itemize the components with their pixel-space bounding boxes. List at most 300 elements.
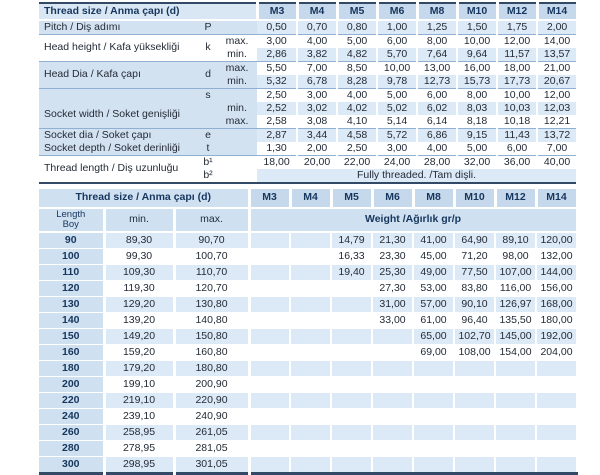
length-cell: 150 (39, 329, 104, 345)
weight-cell (495, 393, 536, 409)
weight-cell (372, 345, 413, 361)
value-cell: 1,30 (257, 142, 297, 156)
value-cell: 32,00 (457, 156, 497, 170)
weight-cell (331, 281, 372, 297)
weight-cell (495, 441, 536, 457)
weight-cell (495, 457, 536, 474)
weight-cell (454, 409, 495, 425)
symbol: d (199, 62, 217, 89)
weight-cell: 77,50 (454, 265, 495, 281)
weight-cell (495, 361, 536, 377)
weight-cell: 21,30 (372, 232, 413, 249)
symbol: t (199, 142, 217, 156)
value-cell: 13,57 (537, 48, 577, 62)
min-cell: 109,30 (104, 265, 174, 281)
col-header-m10: M10 (454, 189, 495, 208)
weight-cell (454, 425, 495, 441)
value-cell: 8,28 (337, 75, 377, 89)
weight-row (39, 377, 577, 393)
min-cell: 199,10 (104, 377, 174, 393)
weight-row (39, 361, 577, 377)
min-cell: 149,20 (104, 329, 174, 345)
weight-row (39, 265, 577, 281)
weight-cell (290, 345, 331, 361)
value-cell: 2,86 (257, 48, 297, 62)
weight-cell (290, 441, 331, 457)
value-cell: 5,70 (377, 48, 417, 62)
weight-row (39, 425, 577, 441)
minmax-tag (217, 142, 257, 156)
weight-table-title: Thread size / Anma çapı (d) (39, 189, 249, 208)
value-cell: 40,00 (537, 156, 577, 170)
col-header-m8: M8 (417, 3, 457, 20)
row-label: Head height / Kafa yüksekliği (39, 35, 199, 62)
max-cell: 110,70 (174, 265, 249, 281)
weight-cell: 144,00 (536, 265, 577, 281)
value-cell: 18,00 (257, 156, 297, 170)
weight-cell: 23,30 (372, 249, 413, 265)
value-cell: 2,50 (337, 142, 377, 156)
value-cell: 13,72 (537, 129, 577, 143)
minmax-tag: min. (217, 102, 257, 115)
value-cell: 5,14 (377, 115, 417, 129)
weight-cell (495, 377, 536, 393)
min-cell: 159,20 (104, 345, 174, 361)
weight-row (39, 313, 577, 329)
weight-cell (536, 377, 577, 393)
weight-cell: 102,70 (454, 329, 495, 345)
minmax-tag: min. (217, 48, 257, 62)
value-cell: 8,00 (417, 35, 457, 49)
weight-cell (290, 361, 331, 377)
weight-cell (331, 377, 372, 393)
min-cell: 89,30 (104, 232, 174, 249)
weight-cell (290, 329, 331, 345)
length-cell: 100 (39, 249, 104, 265)
length-cell: 160 (39, 345, 104, 361)
value-cell: 6,02 (417, 102, 457, 115)
weight-cell (249, 232, 290, 249)
weight-cell: 180,00 (536, 313, 577, 329)
weight-cell (331, 313, 372, 329)
value-cell: 10,00 (497, 89, 537, 103)
value-cell: 6,86 (417, 129, 457, 143)
max-cell: 220,90 (174, 393, 249, 409)
value-cell: 12,00 (537, 89, 577, 103)
length-cell: 110 (39, 265, 104, 281)
value-cell: 3,00 (377, 142, 417, 156)
value-cell: 1,75 (497, 20, 537, 35)
weight-cell: 145,00 (495, 329, 536, 345)
value-cell: 10,03 (497, 102, 537, 115)
value-cell: 24,00 (377, 156, 417, 170)
weight-cell (331, 425, 372, 441)
minmax-tag: max. (217, 115, 257, 129)
spec-row (39, 62, 577, 76)
symbol: b¹ (199, 156, 217, 170)
length-cell: 130 (39, 297, 104, 313)
row-label: Socket dia / Soket çapı (39, 129, 199, 143)
weight-cell: 96,40 (454, 313, 495, 329)
value-cell: 2,52 (257, 102, 297, 115)
weight-cell: 107,00 (495, 265, 536, 281)
weight-cell: 132,00 (536, 249, 577, 265)
value-cell: 11,57 (497, 48, 537, 62)
value-cell: 0,80 (337, 20, 377, 35)
length-cell: 280 (39, 441, 104, 457)
symbol: k (199, 35, 217, 62)
value-cell: 12,21 (537, 115, 577, 129)
weight-cell: 27,30 (372, 281, 413, 297)
minmax-tag: min. (217, 75, 257, 89)
weight-cell (290, 425, 331, 441)
value-cell: 5,72 (377, 129, 417, 143)
value-cell: 15,73 (457, 75, 497, 89)
min-cell: 298,95 (104, 457, 174, 474)
row-label: Thread length / Diş uzunluğu (39, 156, 199, 184)
fully-threaded-note: Fully threaded. /Tam dişli. (257, 169, 577, 183)
weight-row (39, 297, 577, 313)
weight-cell (249, 409, 290, 425)
value-cell: 2,87 (257, 129, 297, 143)
min-cell: 219,10 (104, 393, 174, 409)
weight-table-body (39, 189, 577, 474)
weight-cell (249, 345, 290, 361)
weight-row (39, 329, 577, 345)
weight-cell (536, 441, 577, 457)
weight-cell (372, 425, 413, 441)
value-cell: 10,18 (497, 115, 537, 129)
weight-cell: 69,00 (413, 345, 454, 361)
value-cell: 4,00 (297, 35, 337, 49)
value-cell: 5,32 (257, 75, 297, 89)
value-cell: 7,00 (537, 142, 577, 156)
weight-cell (454, 393, 495, 409)
length-cell: 300 (39, 457, 104, 474)
value-cell: 5,00 (377, 89, 417, 103)
weight-cell: 41,00 (413, 232, 454, 249)
min-header: min. (104, 208, 174, 232)
weight-row (39, 393, 577, 409)
length-cell: 90 (39, 232, 104, 249)
weight-cell: 154,00 (495, 345, 536, 361)
weight-cell: 57,00 (413, 297, 454, 313)
weight-cell (536, 409, 577, 425)
max-cell: 150,80 (174, 329, 249, 345)
value-cell: 28,00 (417, 156, 457, 170)
weight-cell: 14,79 (331, 232, 372, 249)
weight-cell: 83,80 (454, 281, 495, 297)
value-cell: 3,02 (297, 102, 337, 115)
value-cell: 4,82 (337, 48, 377, 62)
weight-cell (454, 377, 495, 393)
weight-cell (290, 409, 331, 425)
value-cell: 12,00 (497, 35, 537, 49)
weight-cell (372, 393, 413, 409)
weight-cell (372, 361, 413, 377)
weight-row (39, 232, 577, 249)
value-cell: 2,00 (537, 20, 577, 35)
value-cell: 12,03 (537, 102, 577, 115)
symbol: b² (199, 169, 217, 183)
weight-cell (290, 393, 331, 409)
value-cell: 20,67 (537, 75, 577, 89)
weight-cell (413, 377, 454, 393)
weight-cell (290, 265, 331, 281)
min-cell: 278,95 (104, 441, 174, 457)
value-cell: 6,78 (297, 75, 337, 89)
row-label: Pitch / Diş adımı (39, 20, 199, 35)
max-cell: 261,05 (174, 425, 249, 441)
max-cell: 140,80 (174, 313, 249, 329)
max-header: max. (174, 208, 249, 232)
value-cell: 3,00 (257, 35, 297, 49)
value-cell: 2,58 (257, 115, 297, 129)
length-cell: 140 (39, 313, 104, 329)
max-cell: 281,05 (174, 441, 249, 457)
value-cell: 3,00 (297, 89, 337, 103)
col-header-m5: M5 (337, 3, 377, 20)
spec-row (39, 156, 577, 170)
weight-cell: 90,10 (454, 297, 495, 313)
value-cell: 16,00 (457, 62, 497, 76)
weight-cell: 25,30 (372, 265, 413, 281)
value-cell: 21,00 (537, 62, 577, 76)
weight-cell: 156,00 (536, 281, 577, 297)
max-cell: 90,70 (174, 232, 249, 249)
weight-cell (290, 457, 331, 474)
length-header: Length Boy (39, 208, 104, 232)
symbol: s (199, 89, 217, 103)
value-cell: 5,50 (257, 62, 297, 76)
weight-cell (331, 329, 372, 345)
weight-header: Weight /Ağırlık gr/p (249, 208, 577, 232)
value-cell: 8,00 (457, 89, 497, 103)
col-header-m14: M14 (536, 189, 577, 208)
weight-cell (372, 457, 413, 474)
value-cell: 5,02 (377, 102, 417, 115)
max-cell: 240,90 (174, 409, 249, 425)
length-cell: 180 (39, 361, 104, 377)
weight-cell: 19,40 (331, 265, 372, 281)
weight-cell (249, 297, 290, 313)
weight-cell (536, 361, 577, 377)
weight-cell: 89,10 (495, 232, 536, 249)
weight-cell (454, 361, 495, 377)
weight-cell (249, 457, 290, 474)
weight-cell (331, 345, 372, 361)
max-cell: 120,70 (174, 281, 249, 297)
min-cell: 239,10 (104, 409, 174, 425)
col-header-m3: M3 (249, 189, 290, 208)
spec-row (39, 89, 577, 103)
weight-cell: 98,00 (495, 249, 536, 265)
weight-cell (290, 313, 331, 329)
weight-cell (536, 425, 577, 441)
value-cell: 6,00 (417, 89, 457, 103)
dimensions-table-body (39, 3, 577, 183)
minmax-tag: max. (217, 62, 257, 76)
minmax-tag (217, 169, 257, 183)
value-cell: 2,50 (257, 89, 297, 103)
value-cell: 4,58 (337, 129, 377, 143)
weight-cell (372, 329, 413, 345)
weight-cell (331, 361, 372, 377)
min-cell: 119,30 (104, 281, 174, 297)
weight-cell: 116,00 (495, 281, 536, 297)
weight-row (39, 281, 577, 297)
weight-cell (249, 425, 290, 441)
minmax-tag (217, 89, 257, 103)
value-cell: 9,15 (457, 129, 497, 143)
weight-cell (249, 249, 290, 265)
length-cell: 120 (39, 281, 104, 297)
weight-cell (372, 377, 413, 393)
col-header-m8: M8 (413, 189, 454, 208)
col-header-m6: M6 (377, 3, 417, 20)
max-cell: 160,80 (174, 345, 249, 361)
spec-row (39, 102, 577, 115)
row-label: Head Dia / Kafa çapı (39, 62, 199, 89)
spec-row (39, 129, 577, 143)
weight-cell: 16,33 (331, 249, 372, 265)
weight-cell (249, 313, 290, 329)
value-cell: 4,00 (337, 89, 377, 103)
weight-cell (249, 361, 290, 377)
value-cell: 11,43 (497, 129, 537, 143)
value-cell: 6,14 (417, 115, 457, 129)
value-cell: 5,00 (337, 35, 377, 49)
value-cell: 1,25 (417, 20, 457, 35)
col-header-m6: M6 (372, 189, 413, 208)
weight-cell (372, 409, 413, 425)
col-header-m12: M12 (495, 189, 536, 208)
weight-cell (331, 393, 372, 409)
value-cell: 13,00 (417, 62, 457, 76)
weight-cell (290, 232, 331, 249)
dimensions-table (39, 2, 579, 184)
value-cell: 3,82 (297, 48, 337, 62)
weight-table (39, 189, 579, 475)
weight-cell (331, 441, 372, 457)
max-cell: 301,05 (174, 457, 249, 474)
weight-cell: 204,00 (536, 345, 577, 361)
weight-cell (249, 377, 290, 393)
min-cell: 179,20 (104, 361, 174, 377)
weight-cell: 108,00 (454, 345, 495, 361)
weight-row (39, 249, 577, 265)
weight-cell (413, 361, 454, 377)
weight-cell: 192,00 (536, 329, 577, 345)
weight-cell: 168,00 (536, 297, 577, 313)
col-header-m12: M12 (497, 3, 537, 20)
weight-cell: 65,00 (413, 329, 454, 345)
weight-cell (249, 329, 290, 345)
length-cell: 240 (39, 409, 104, 425)
value-cell: 10,00 (377, 62, 417, 76)
value-cell: 7,64 (417, 48, 457, 62)
weight-cell (290, 281, 331, 297)
row-label: Socket width / Soket genişliği (39, 102, 199, 129)
weight-row (39, 457, 577, 474)
weight-cell: 33,00 (372, 313, 413, 329)
minmax-tag (217, 20, 257, 35)
weight-cell (331, 409, 372, 425)
minmax-tag (217, 156, 257, 170)
weight-cell (413, 457, 454, 474)
weight-cell: 71,20 (454, 249, 495, 265)
row-label: Socket depth / Soket derinliği (39, 142, 199, 156)
value-cell: 3,08 (297, 115, 337, 129)
minmax-tag: max. (217, 35, 257, 49)
col-header-m4: M4 (297, 3, 337, 20)
weight-cell (249, 441, 290, 457)
value-cell: 22,00 (337, 156, 377, 170)
value-cell: 8,03 (457, 102, 497, 115)
weight-cell (495, 409, 536, 425)
length-cell: 260 (39, 425, 104, 441)
weight-cell: 61,00 (413, 313, 454, 329)
col-header-m10: M10 (457, 3, 497, 20)
value-cell: 2,00 (297, 142, 337, 156)
value-cell: 20,00 (297, 156, 337, 170)
weight-cell (331, 297, 372, 313)
value-cell: 14,00 (537, 35, 577, 49)
weight-cell: 64,90 (454, 232, 495, 249)
min-cell: 258,95 (104, 425, 174, 441)
weight-row (39, 345, 577, 361)
col-header-m5: M5 (331, 189, 372, 208)
symbol (199, 102, 217, 129)
spec-row (39, 142, 577, 156)
weight-cell: 120,00 (536, 232, 577, 249)
weight-cell (536, 393, 577, 409)
value-cell: 9,64 (457, 48, 497, 62)
weight-cell (413, 425, 454, 441)
value-cell: 6,00 (377, 35, 417, 49)
weight-cell: 135,50 (495, 313, 536, 329)
minmax-tag (217, 129, 257, 143)
weight-cell (290, 297, 331, 313)
max-cell: 180,80 (174, 361, 249, 377)
value-cell: 12,73 (417, 75, 457, 89)
value-cell: 10,00 (457, 35, 497, 49)
length-cell: 200 (39, 377, 104, 393)
weight-cell (413, 441, 454, 457)
value-cell: 1,50 (457, 20, 497, 35)
value-cell: 0,50 (257, 20, 297, 35)
weight-cell (495, 425, 536, 441)
spec-table-title: Thread size / Anma çapı (d) (39, 3, 257, 20)
value-cell: 4,10 (337, 115, 377, 129)
min-cell: 139,20 (104, 313, 174, 329)
value-cell: 6,00 (497, 142, 537, 156)
value-cell: 9,78 (377, 75, 417, 89)
value-cell: 36,00 (497, 156, 537, 170)
max-cell: 200,90 (174, 377, 249, 393)
weight-cell (249, 393, 290, 409)
weight-cell (290, 377, 331, 393)
weight-row (39, 409, 577, 425)
weight-cell: 49,00 (413, 265, 454, 281)
value-cell: 18,00 (497, 62, 537, 76)
symbol: P (199, 20, 217, 35)
symbol: e (199, 129, 217, 143)
value-cell: 0,70 (297, 20, 337, 35)
value-cell: 8,18 (457, 115, 497, 129)
value-cell: 17,73 (497, 75, 537, 89)
weight-cell (249, 281, 290, 297)
